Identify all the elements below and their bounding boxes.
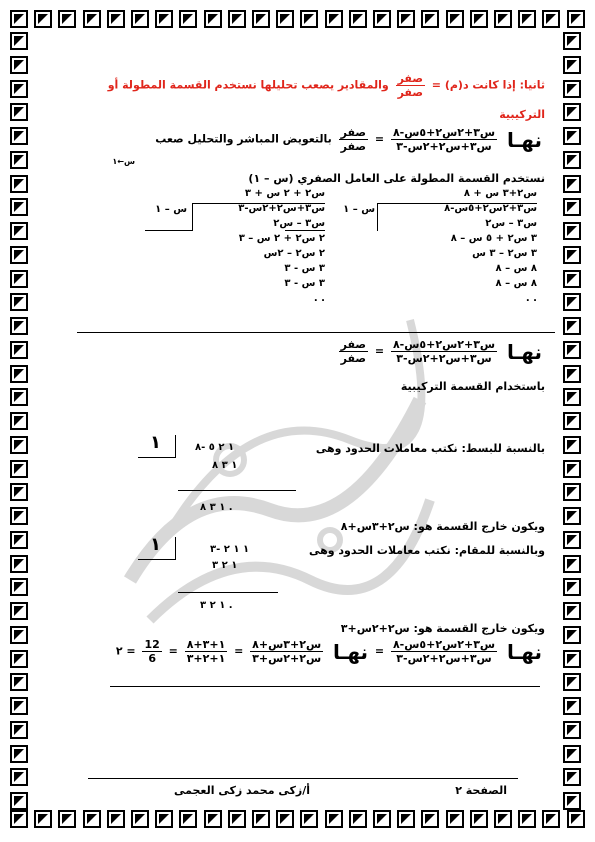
border-tile-icon [10,768,28,786]
section-title: ثانيا: إذا كانت د(م) = $\frac{\text{صفر}}{\text{صفر}}$ والمقادير يصعب تحليلها نستخدم القسمة المطولة أو [107,72,545,99]
border-tile-icon [10,32,28,50]
numerator-quotient: ويكون خارج القسمة هو: س٢+٣س+٨ [340,520,545,533]
border-tile-icon [567,10,585,28]
border-tile-icon [563,436,581,454]
border-tile-icon [563,151,581,169]
border-tile-icon [563,650,581,668]
border-tile-icon [563,270,581,288]
border-tile-icon [10,56,28,74]
border-tile-icon [10,626,28,644]
border-tile-icon [563,792,581,810]
border-tile-icon [563,721,581,739]
border-tile-icon [373,810,391,828]
page-border-right [563,32,585,810]
border-tile-icon [228,10,246,28]
numerator-label: بالنسبة للبسط: نكتب معاملات الحدود وهى [315,442,545,455]
border-tile-icon [179,810,197,828]
border-tile-icon [563,555,581,573]
border-tile-icon [252,10,270,28]
border-tile-icon [446,10,464,28]
border-tile-icon [563,103,581,121]
border-tile-icon [349,10,367,28]
border-tile-icon [10,436,28,454]
border-tile-icon [276,10,294,28]
footer-divider [88,778,518,779]
border-tile-icon [10,317,28,335]
section-divider [77,332,555,333]
border-tile-icon [10,578,28,596]
border-tile-icon [563,198,581,216]
denominator-row3: ١ ٢ ٣ . [200,600,233,611]
footer-author: أ/زكى محمد زكى العجمى [173,784,310,797]
border-tile-icon [252,810,270,828]
border-tile-icon [542,810,560,828]
border-tile-icon [494,810,512,828]
border-tile-icon [563,578,581,596]
border-tile-icon [373,10,391,28]
synthetic-bar-denominator [175,537,176,559]
border-tile-icon [10,270,28,288]
border-tile-icon [10,10,28,28]
synthetic-bar-numerator-h [138,457,176,458]
border-tile-icon [10,246,28,264]
border-tile-icon [10,697,28,715]
border-tile-icon [563,317,581,335]
border-tile-icon [10,103,28,121]
border-tile-icon [542,10,560,28]
border-tile-icon [563,32,581,50]
division-bar-bottom-left [145,230,193,231]
border-tile-icon [107,810,125,828]
border-tile-icon [10,792,28,810]
synthetic-sum-line-numerator [178,490,296,491]
page-border-bottom [10,810,585,832]
border-tile-icon [421,810,439,828]
border-tile-icon [563,697,581,715]
border-tile-icon [563,222,581,240]
border-tile-icon [34,810,52,828]
border-tile-icon [325,10,343,28]
border-tile-icon [10,412,28,430]
border-tile-icon [470,10,488,28]
border-tile-icon [563,483,581,501]
border-tile-icon [10,388,28,406]
numerator-coefficients: ١ ٢ ٥ -٨ [195,442,235,453]
border-tile-icon [563,507,581,525]
page-border-top [10,10,585,32]
border-tile-icon [204,10,222,28]
border-tile-icon [563,246,581,264]
border-tile-icon [10,555,28,573]
numerator-row3: ١ ٣ ٨ . [200,502,233,513]
border-tile-icon [34,10,52,28]
border-tile-icon [10,151,28,169]
long-division-intro: نستخدم القسمة المطولة على العامل الصفري (س – ١) [248,172,545,185]
end-divider [110,686,540,687]
border-tile-icon [421,10,439,28]
border-tile-icon [58,810,76,828]
border-tile-icon [397,10,415,28]
border-tile-icon [10,198,28,216]
border-tile-icon [494,10,512,28]
page-content [40,40,555,810]
border-tile-icon [446,810,464,828]
border-tile-icon [179,10,197,28]
long-division-denominator: س٢ + ٢ س + ٣ س٣+س٢+٢س-٣ س٣ – س٢ ٢ س٢ + ٢ س – ٣ ٢ س٢ – ٢س ٣ س - ٣ ٣ س - ٣ . . [238,188,325,304]
border-tile-icon [10,531,28,549]
border-tile-icon [10,810,28,828]
section-title-line2: التركيبية [499,108,545,121]
border-tile-icon [10,483,28,501]
border-tile-icon [563,412,581,430]
denominator-root: ١ [150,534,161,555]
final-computation: نهـا $\frac{\text{س٣+٢س٢+٥س-٨}}{\text{س٣+س٢+٢س-٣}}$ = نهـا $\frac{\text{س٢+٣س+٨}}{\text{س٢+٢س+٣}}$ = $\frac{١+٣+٨}{١+٢+٣}$ = $\frac{12}{6}$ = ٢ [115,638,542,665]
border-tile-icon [131,810,149,828]
border-tile-icon [10,745,28,763]
border-tile-icon [470,810,488,828]
border-tile-icon [10,127,28,145]
border-tile-icon [325,810,343,828]
limit-subscript-1: س←١ [112,157,135,166]
border-tile-icon [204,810,222,828]
border-tile-icon [131,10,149,28]
border-tile-icon [300,10,318,28]
division-bar-vertical [377,203,378,231]
border-tile-icon [10,721,28,739]
border-tile-icon [107,10,125,28]
border-tile-icon [10,650,28,668]
border-tile-icon [563,341,581,359]
border-tile-icon [10,80,28,98]
synthetic-bar-numerator [175,435,176,457]
limit-expression-2: نهـا $\frac{\text{س٣+٢س٢+٥س-٨}}{\text{س٣+س٢+٢س-٣}}$ = $\frac{\text{صفر}}{\text{صفر}}$ [340,338,542,365]
border-tile-icon [10,673,28,691]
border-tile-icon [563,531,581,549]
denominator-row2: ١ ٢ ٣ [212,560,238,571]
border-tile-icon [563,673,581,691]
border-tile-icon [563,388,581,406]
border-tile-icon [563,127,581,145]
page-border-left [10,32,32,810]
border-tile-icon [563,293,581,311]
divisor-right: س – ١ [343,204,375,215]
denominator-label: وبالنسبة للمقام: نكتب معاملات الحدود وهى [308,544,545,557]
border-tile-icon [349,810,367,828]
border-tile-icon [563,602,581,620]
border-tile-icon [10,507,28,525]
border-tile-icon [397,810,415,828]
divisor-left: س – ١ [155,204,187,215]
synthetic-sum-line-denominator [178,592,278,593]
division-bar-top [377,203,537,204]
border-tile-icon [155,10,173,28]
footer-page-number: الصفحة ٢ [455,784,507,797]
border-tile-icon [563,365,581,383]
border-tile-icon [155,810,173,828]
border-tile-icon [563,56,581,74]
border-tile-icon [567,810,585,828]
border-tile-icon [563,768,581,786]
border-tile-icon [10,175,28,193]
synthetic-bar-denominator-h [138,559,176,560]
border-tile-icon [518,10,536,28]
border-tile-icon [83,10,101,28]
numerator-row2: ١ ٣ ٨ [212,460,238,471]
border-tile-icon [518,810,536,828]
border-tile-icon [300,810,318,828]
limit-expression-1: نهـا $\frac{\text{س٣+٢س٢+٥س-٨}}{\text{س٣+س٢+٢س-٣}}$ = $\frac{\text{صفر}}{\text{صفر}}$ بالتعويض المباشر والتحليل صعب [155,126,542,153]
border-tile-icon [10,222,28,240]
division-bar-vertical-left [192,203,193,231]
border-tile-icon [563,745,581,763]
border-tile-icon [563,80,581,98]
denominator-quotient: ويكون خارج القسمة هو: س٢+٢س+٣ [340,622,545,635]
border-tile-icon [83,810,101,828]
border-tile-icon [563,626,581,644]
division-bar-top-left [193,203,325,204]
border-tile-icon [228,810,246,828]
synthetic-title: باستخدام القسمة التركيبية [400,380,545,393]
border-tile-icon [10,460,28,478]
denominator-coefficients: ١ ١ ٢ -٣ [210,544,250,555]
border-tile-icon [10,602,28,620]
border-tile-icon [563,460,581,478]
border-tile-icon [276,810,294,828]
border-tile-icon [58,10,76,28]
border-tile-icon [10,293,28,311]
border-tile-icon [10,365,28,383]
long-division-numerator: س٢+٣ س + ٨ س٣+٢س٢+٥س-٨ س٣ – س٢ ٣ س٢ + ٥ س – ٨ ٣ س٢ – ٣ س ٨ س – ٨ ٨ س – ٨ . . [444,188,537,304]
border-tile-icon [563,175,581,193]
numerator-root: ١ [150,432,161,453]
border-tile-icon [10,341,28,359]
